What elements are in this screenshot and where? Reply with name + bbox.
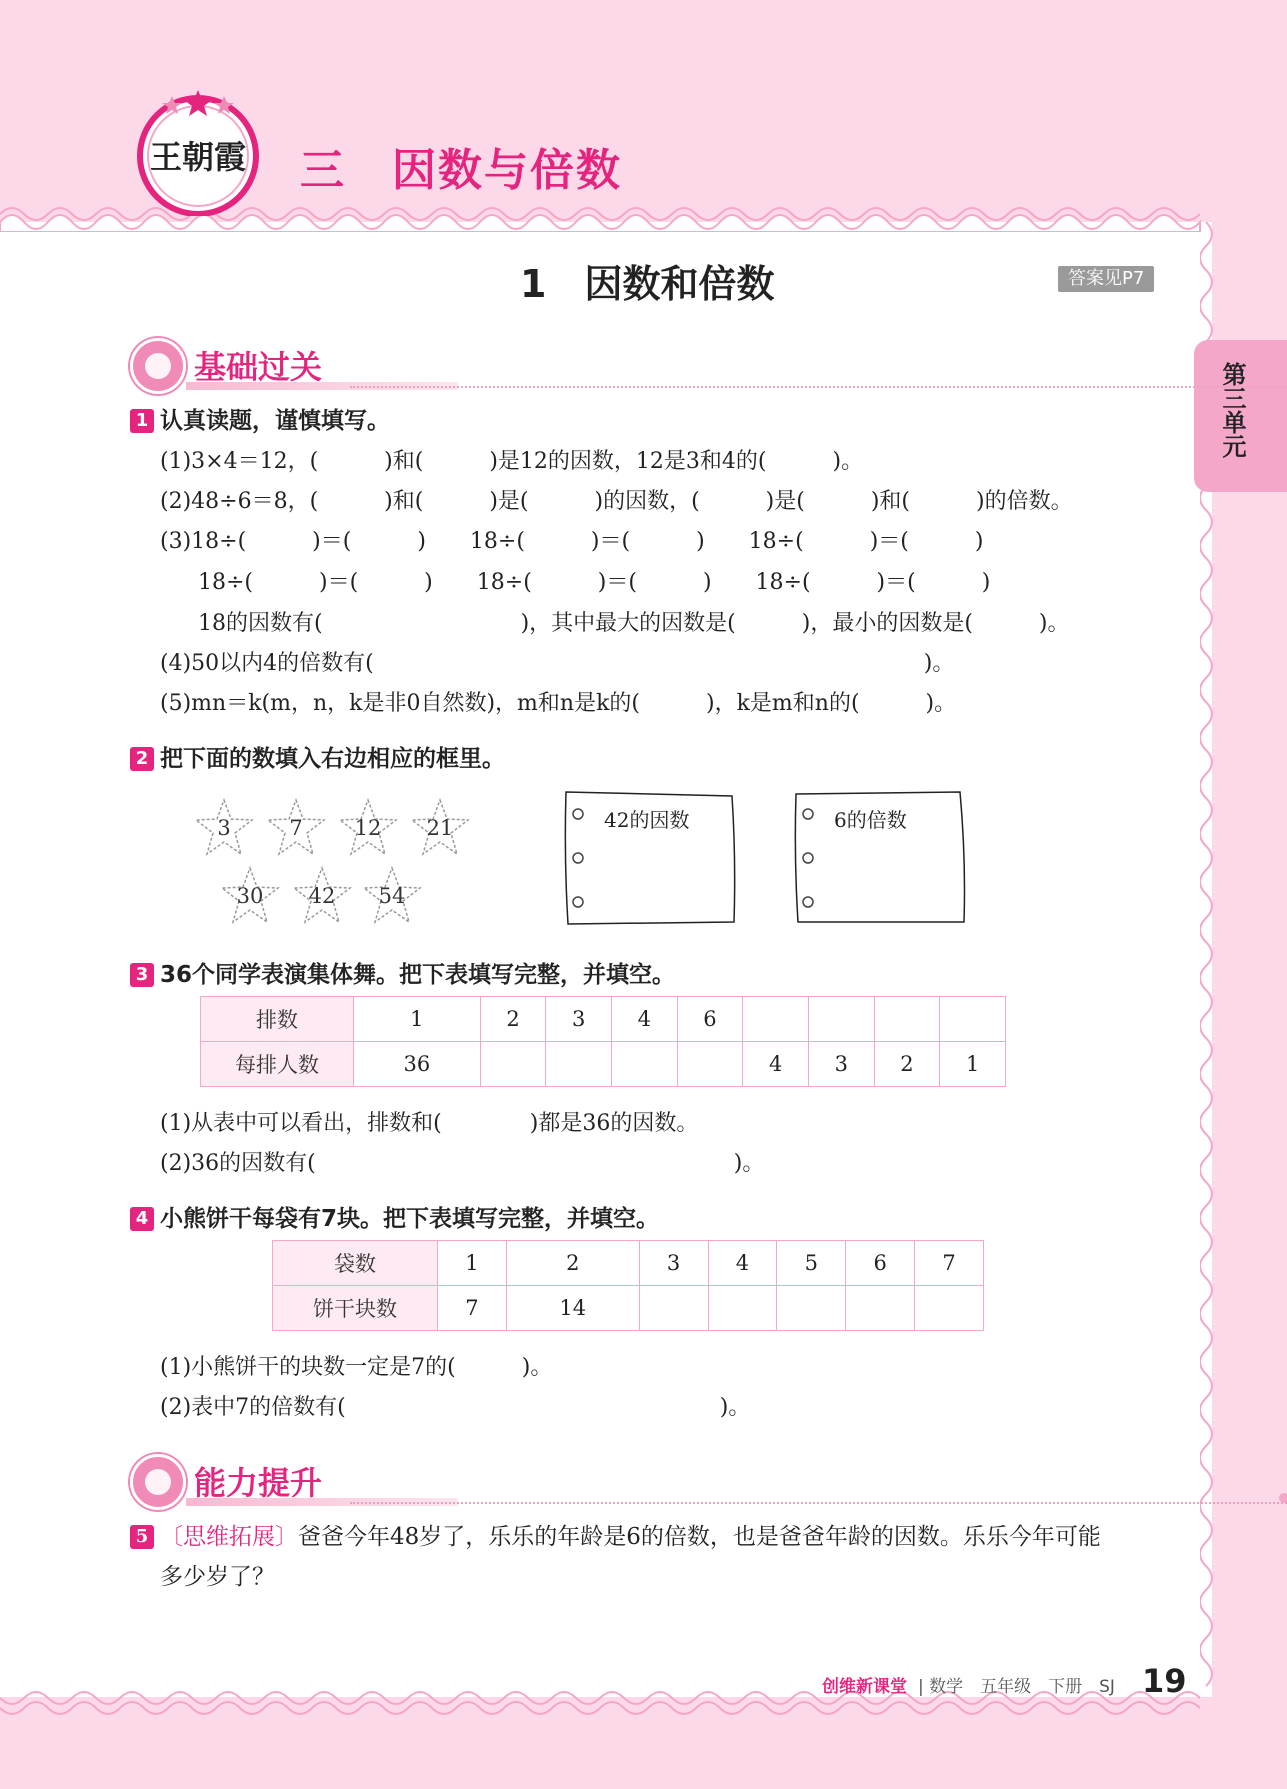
table-cell[interactable] <box>546 1042 612 1087</box>
page-number: 19 <box>1142 1662 1187 1700</box>
number-star[interactable]: 42 <box>292 866 352 926</box>
table-cell[interactable]: 6 <box>677 997 743 1042</box>
table-row <box>273 1286 984 1331</box>
answer-reference-badge: 答案见P7 <box>1058 266 1154 292</box>
table-cell[interactable] <box>677 1042 743 1087</box>
q4-line-2: (2)表中7的倍数有( )。 <box>160 1395 751 1420</box>
unit-side-tab[interactable] <box>1194 340 1287 492</box>
table-cell[interactable]: 1 <box>940 1042 1006 1087</box>
question-5-line-2: 多少岁了？ <box>160 1564 275 1590</box>
table-cell[interactable]: 4 <box>612 997 678 1042</box>
mascot-icon <box>130 338 186 394</box>
table-cell[interactable]: 7 <box>915 1241 984 1286</box>
section-basic-label: 基础过关 <box>194 348 323 386</box>
number-star[interactable]: 30 <box>220 866 280 926</box>
number-star[interactable]: 7 <box>266 798 326 858</box>
q1-line-3: (3)18÷( )＝( ) 18÷( )＝( ) 18÷( )＝( ) <box>160 529 984 554</box>
svg-text:王朝霞: 王朝霞 <box>149 138 247 176</box>
q3-line-1: (1)从表中可以看出，排数和( )都是36的因数。 <box>160 1111 699 1136</box>
table-cell[interactable]: 1 <box>354 997 481 1042</box>
mascot-icon <box>130 1454 186 1510</box>
table-cell[interactable]: 6 <box>846 1241 915 1286</box>
question-2-number: 2 <box>130 747 154 771</box>
table-cell[interactable]: 4 <box>708 1241 777 1286</box>
rows-table <box>200 996 1006 1087</box>
dotted-divider <box>350 1502 1287 1504</box>
table-cell[interactable] <box>777 1286 846 1331</box>
table-row <box>201 1042 1006 1087</box>
question-1-number: 1 <box>130 409 154 433</box>
table-cell[interactable] <box>940 997 1006 1042</box>
table-cell[interactable]: 36 <box>354 1042 481 1087</box>
q1-line-4: 18÷( )＝( ) 18÷( )＝( ) 18÷( )＝( ) <box>198 570 991 595</box>
q1-line-5: 18的因数有( )，其中最大的因数是( )，最小的因数是( )。 <box>198 611 1070 636</box>
table-cell[interactable] <box>480 1042 546 1087</box>
table-cell[interactable]: 14 <box>506 1286 639 1331</box>
factors-of-42-box[interactable] <box>560 788 740 928</box>
footer-book-info: | 数学 五年级 下册 SJ <box>918 1677 1115 1697</box>
q1-line-7: (5)mn＝k(m，n，k是非0自然数)，m和n是k的( )，k是m和n的( )。 <box>160 691 957 716</box>
section-advanced-label: 能力提升 <box>194 1464 323 1502</box>
bubbles-icon <box>1278 372 1287 392</box>
multiples-of-6-box[interactable] <box>790 788 970 928</box>
table-cell[interactable] <box>874 997 940 1042</box>
question-3-title: 3 36个同学表演集体舞。把下表填写完整，并填空。 <box>130 956 675 989</box>
table-header-cell: 每排人数 <box>201 1042 354 1087</box>
table-row <box>273 1241 984 1286</box>
table-cell[interactable]: 1 <box>438 1241 507 1286</box>
question-4-title: 4 小熊饼干每袋有7块。把下表填写完整，并填空。 <box>130 1200 659 1233</box>
lesson-title: 1 因数和倍数 <box>520 262 775 306</box>
number-star[interactable]: 54 <box>362 866 422 926</box>
table-cell[interactable]: 4 <box>743 1042 809 1087</box>
q1-line-2: (2)48÷6＝8，( )和( )是( )的因数，( )是( )和( )的倍数。 <box>160 489 1073 514</box>
table-row <box>201 997 1006 1042</box>
brand-logo <box>134 88 262 216</box>
table-cell[interactable]: 7 <box>438 1286 507 1331</box>
q4-line-1: (1)小熊饼干的块数一定是7的( )。 <box>160 1355 553 1380</box>
number-star[interactable]: 21 <box>410 798 470 858</box>
dotted-divider <box>350 386 1287 388</box>
multiples-of-6-label: 6的倍数 <box>834 808 907 832</box>
table-cell[interactable]: 3 <box>808 1042 874 1087</box>
question-2-title: 2 把下面的数填入右边相应的框里。 <box>130 740 505 773</box>
table-cell[interactable] <box>708 1286 777 1331</box>
table-cell[interactable]: 3 <box>546 997 612 1042</box>
section-advanced-header <box>130 1452 1170 1508</box>
section-basic-header <box>130 336 1170 392</box>
question-5-number: 5 <box>130 1525 154 1549</box>
footer-brand: 创维新课堂 <box>822 1677 907 1697</box>
question-5-line-1: 5 〔思维拓展〕爸爸今年48岁了，乐乐的年龄是6的倍数，也是爸爸年龄的因数。乐乐今年可能 <box>130 1518 1101 1551</box>
question-4-number: 4 <box>130 1207 154 1231</box>
table-cell[interactable] <box>612 1042 678 1087</box>
table-cell[interactable]: 2 <box>874 1042 940 1087</box>
table-cell[interactable]: 5 <box>777 1241 846 1286</box>
unit-side-tab-label: 第三单元 <box>1218 362 1246 458</box>
table-header-cell: 袋数 <box>273 1241 438 1286</box>
q1-line-1: (1)3×4＝12，( )和( )是12的因数，12是3和4的( )。 <box>160 449 864 474</box>
table-cell[interactable]: 2 <box>506 1241 639 1286</box>
table-cell[interactable] <box>915 1286 984 1331</box>
table-cell[interactable]: 2 <box>480 997 546 1042</box>
table-cell[interactable] <box>743 997 809 1042</box>
table-header-cell: 饼干块数 <box>273 1286 438 1331</box>
bubbles-icon <box>1278 1488 1287 1508</box>
q3-line-2: (2)36的因数有( )。 <box>160 1151 765 1176</box>
biscuit-table <box>272 1240 984 1331</box>
question-3-number: 3 <box>130 963 154 987</box>
number-star[interactable]: 3 <box>194 798 254 858</box>
q1-line-6: (4)50以内4的倍数有( )。 <box>160 651 955 676</box>
table-cell[interactable] <box>639 1286 708 1331</box>
factors-of-42-label: 42的因数 <box>604 808 690 832</box>
table-cell[interactable]: 3 <box>639 1241 708 1286</box>
unit-title: 三 因数与倍数 <box>300 145 622 196</box>
table-header-cell: 排数 <box>201 997 354 1042</box>
thinking-extension-tag: 〔思维拓展〕 <box>160 1524 298 1550</box>
number-star[interactable]: 12 <box>338 798 398 858</box>
table-cell[interactable] <box>808 997 874 1042</box>
question-1-title: 1 认真读题，谨慎填写。 <box>130 402 390 435</box>
table-cell[interactable] <box>846 1286 915 1331</box>
